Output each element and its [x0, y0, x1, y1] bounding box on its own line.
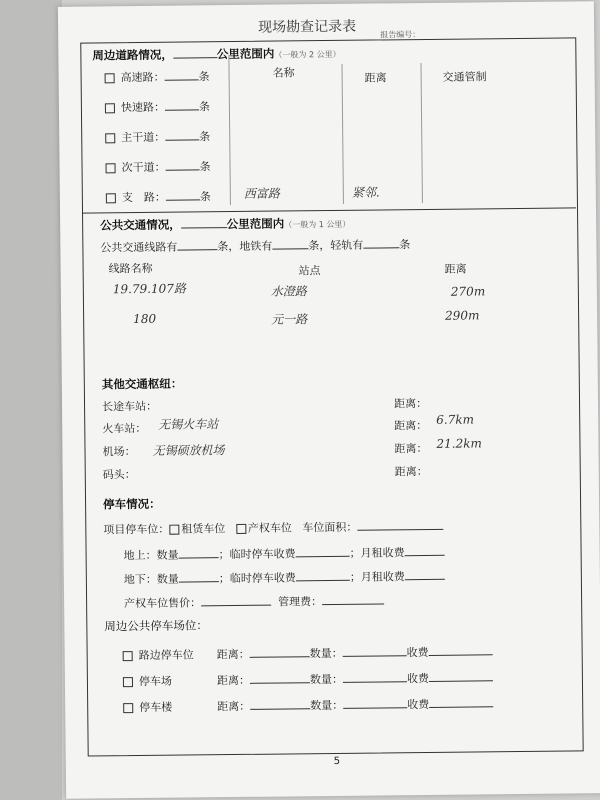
road-label: 支 路：	[121, 190, 166, 205]
road-count-field[interactable]	[166, 187, 200, 200]
sale-price-field[interactable]	[201, 593, 271, 607]
distance-label: 距离：	[216, 673, 250, 688]
public-parking-label: 停车场	[138, 674, 173, 689]
transit-range-note: （一般为 1 公里）	[284, 219, 351, 230]
transit-row-line: 180	[133, 311, 157, 327]
checkbox[interactable]	[123, 677, 133, 687]
ground-label: 地上：	[123, 548, 157, 563]
road-item-arterial	[105, 127, 210, 145]
road-item-branch	[106, 187, 211, 205]
fee-label: 收费	[406, 645, 429, 660]
report-number-label: 报告编号：	[380, 30, 421, 40]
transit-heading	[100, 214, 350, 234]
checkbox[interactable]	[105, 103, 115, 113]
fee-label: 收费	[406, 671, 429, 686]
monthly-fee-label: ；月租收费	[349, 570, 405, 584]
underground-parking-row	[124, 567, 445, 587]
checkbox[interactable]	[106, 163, 116, 173]
transit-lines-unit2: 条，轻轨有	[308, 238, 364, 253]
temp-fee-label: ；临时停车收费	[218, 547, 296, 562]
qty-label: 数量	[156, 548, 179, 562]
roads-range-suffix: 公里范围内	[216, 46, 275, 62]
underground-monthly-fee-field[interactable]	[405, 567, 445, 580]
road-count-field[interactable]	[165, 157, 199, 170]
hub-distance-label: 距离：	[393, 396, 428, 411]
roads-col-control: 交通管制	[442, 70, 487, 84]
checkbox[interactable]	[106, 193, 116, 203]
transit-col-distance: 距离	[444, 262, 467, 276]
fee-field[interactable]	[429, 642, 493, 656]
transit-col-stop: 站点	[298, 264, 321, 278]
ground-parking-row	[124, 543, 445, 563]
road-item-fastway	[105, 97, 210, 115]
owned-option-label: 产权车位	[247, 521, 292, 535]
transit-lines-unit1: 条，地铁有	[217, 239, 273, 254]
road-unit: 条	[199, 190, 211, 204]
fee-field[interactable]	[429, 694, 493, 708]
transit-row-distance: 290m	[445, 308, 480, 323]
hub-train-distance: 6.7km	[436, 412, 475, 427]
transit-row-distance: 270m	[450, 284, 486, 299]
temp-fee-label: ；临时停车收费	[218, 571, 296, 586]
ground-temp-fee-field[interactable]	[296, 544, 350, 558]
roads-range-field[interactable]	[173, 45, 217, 58]
road-label: 快速路：	[120, 100, 165, 115]
qty-label: 数量：	[309, 672, 343, 687]
handwritten-road-distance: 紧邻.	[351, 185, 380, 200]
transit-row-stop: 元一路	[271, 312, 308, 327]
page-number: 5	[333, 755, 341, 767]
hub-distance-label: 距离：	[394, 418, 428, 433]
mgmt-fee-label: 管理费：	[278, 595, 323, 609]
project-parking-row	[103, 517, 443, 538]
road-label: 次干道：	[121, 160, 166, 175]
lightrail-lines-field[interactable]	[363, 235, 399, 248]
transit-lines-prefix: 公共交通线路有	[100, 240, 178, 255]
roads-range-note: （一般为 2 公里）	[274, 49, 341, 60]
mgmt-fee-field[interactable]	[322, 591, 384, 605]
distance-label: 距离：	[216, 647, 250, 662]
qty-field[interactable]	[343, 669, 407, 683]
hub-airport-value: 无锡硕放机场	[152, 443, 225, 458]
hubs-heading: 其他交通枢纽：	[101, 376, 183, 392]
hub-train-label: 火车站：	[102, 421, 147, 436]
hub-distance-label: 距离：	[394, 441, 428, 456]
road-label: 主干道：	[121, 130, 166, 145]
underground-label: 地下：	[123, 572, 157, 587]
qty-field[interactable]	[343, 695, 407, 709]
road-count-field[interactable]	[165, 67, 199, 80]
checkbox[interactable]	[123, 703, 133, 713]
distance-label: 距离：	[217, 699, 251, 714]
roads-heading	[92, 44, 340, 64]
road-count-field[interactable]	[165, 97, 199, 110]
road-count-field[interactable]	[165, 127, 199, 140]
monthly-fee-label: ；月租收费	[349, 546, 405, 560]
hub-airport-distance: 21.2km	[436, 436, 482, 451]
public-parking-label: 停车楼	[139, 700, 173, 715]
checkbox[interactable]	[105, 133, 115, 143]
public-parking-label: 路边停车位	[138, 648, 194, 663]
ground-monthly-fee-field[interactable]	[405, 543, 445, 556]
transit-col-line: 线路名称	[108, 261, 153, 276]
parking-sale-row	[124, 591, 384, 611]
owned-checkbox[interactable]	[236, 524, 246, 534]
rent-checkbox[interactable]	[169, 525, 179, 535]
form-sheet	[58, 1, 600, 799]
sale-price-label: 产权车位售价：	[124, 596, 202, 611]
underground-temp-fee-field[interactable]	[296, 568, 350, 582]
roads-heading-text: 周边道路情况，	[92, 47, 173, 63]
road-label: 高速路：	[120, 70, 165, 85]
distance-field[interactable]	[250, 670, 310, 684]
hub-pier-label: 码头：	[102, 468, 136, 482]
rent-option-label: 租赁车位	[181, 522, 226, 536]
transit-row-stop: 水澄路	[270, 284, 307, 299]
roads-col-name: 名称	[272, 66, 295, 80]
parking-area-field[interactable]	[357, 517, 443, 531]
parking-heading: 停车情况：	[103, 496, 161, 512]
metro-lines-field[interactable]	[272, 236, 308, 249]
checkbox[interactable]	[105, 73, 115, 83]
parking-area-label: 车位面积：	[302, 520, 358, 535]
transit-heading-text: 公共交通情况，	[100, 217, 181, 233]
ground-qty-field[interactable]	[179, 545, 219, 558]
qty-label: 数量	[156, 572, 179, 586]
qty-label: 数量：	[310, 698, 344, 713]
fee-label: 收费	[407, 697, 430, 712]
road-unit: 条	[199, 130, 211, 144]
checkbox[interactable]	[123, 651, 133, 661]
bus-lines-field[interactable]	[177, 237, 217, 250]
qty-field[interactable]	[343, 643, 407, 657]
distance-field[interactable]	[250, 644, 310, 658]
hub-distance-label: 距离：	[394, 464, 428, 479]
public-parking-heading: 周边公共停车场位：	[104, 618, 208, 634]
qty-label: 数量：	[309, 646, 343, 661]
hub-train-value: 无锡火车站	[158, 417, 219, 432]
form-title: 现场勘查记录表	[258, 18, 357, 36]
handwritten-road-name: 西富路	[243, 186, 280, 201]
hub-long-distance-label: 长途车站：	[101, 399, 158, 414]
background-edge	[0, 0, 62, 800]
road-unit: 条	[199, 160, 211, 174]
road-item-secondary	[105, 157, 210, 175]
roads-col-distance: 距离	[364, 71, 387, 85]
fee-field[interactable]	[429, 668, 493, 682]
road-unit: 条	[198, 70, 210, 84]
transit-range-field[interactable]	[181, 215, 227, 228]
transit-row-line: 19.79.107路	[112, 281, 186, 297]
hub-airport-label: 机场：	[102, 445, 136, 459]
project-parking-label: 项目停车位：	[103, 522, 170, 537]
road-unit: 条	[198, 100, 210, 114]
transit-lines-unit3: 条	[399, 238, 411, 252]
underground-qty-field[interactable]	[179, 569, 219, 582]
transit-lines-row	[100, 235, 410, 255]
road-item-expressway	[105, 67, 210, 85]
transit-range-suffix: 公里范围内	[226, 216, 285, 232]
distance-field[interactable]	[250, 696, 310, 710]
